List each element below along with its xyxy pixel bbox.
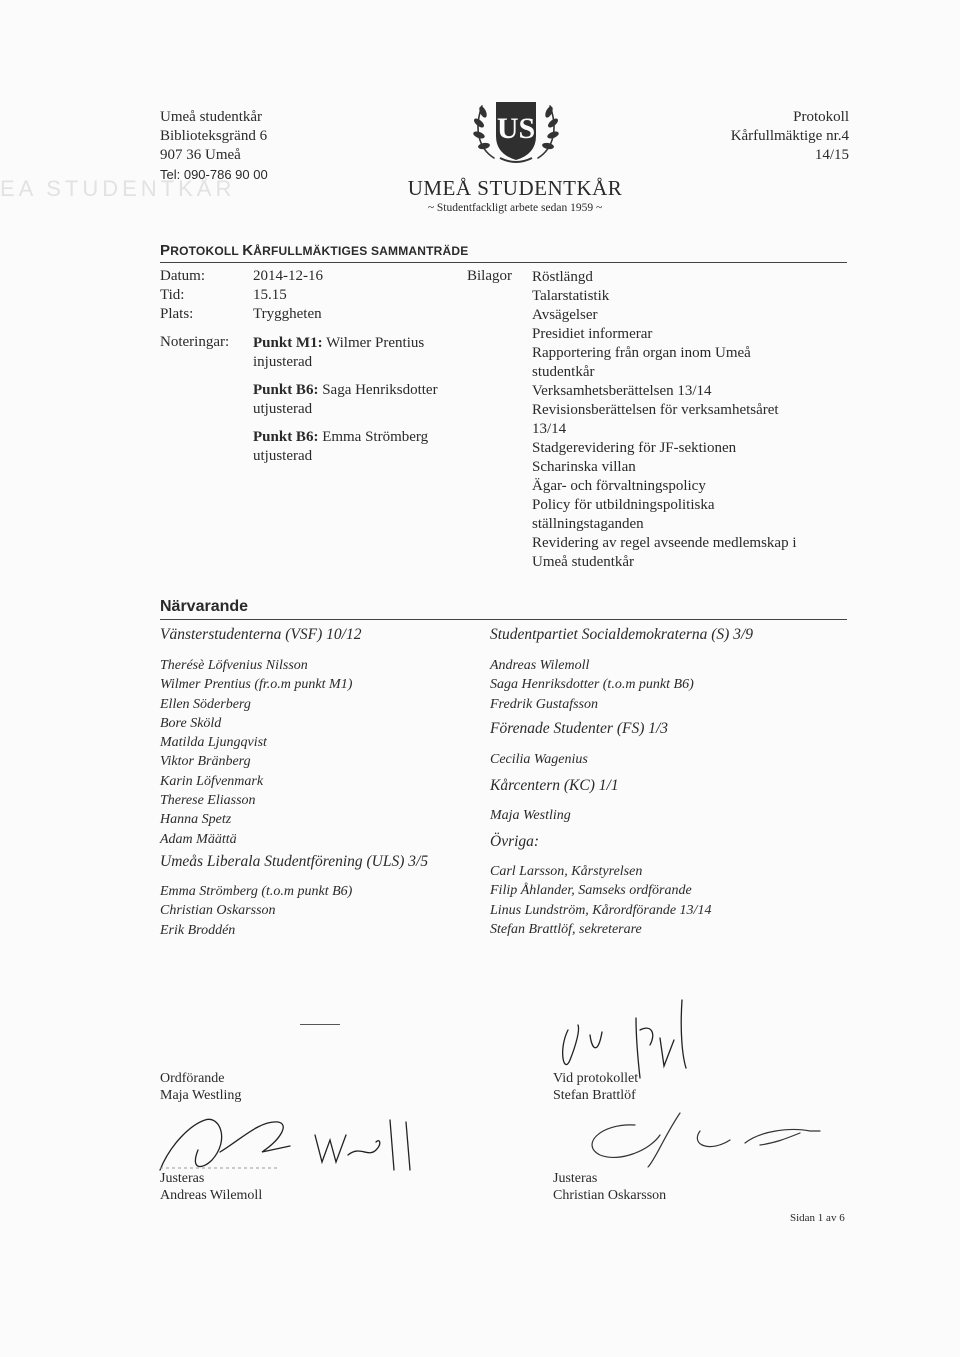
- address-line: Umeå studentkår: [160, 109, 263, 125]
- member: Carl Larsson, Kårstyrelsen: [490, 864, 643, 879]
- member: Fredrik Gustafsson: [490, 696, 598, 712]
- adjuster1-signature: [160, 1170, 262, 1204]
- mark-dash: [300, 1024, 340, 1025]
- member-list: [160, 656, 352, 849]
- party-heading: Kårcentern (KC) 1/1: [490, 777, 619, 794]
- place-value: Tryggheten: [253, 306, 322, 322]
- attachment-item: Revisionsberättelsen för verksamhetsåret 13/14: [532, 402, 779, 437]
- member: Linus Lundström, Kårordförande 13/14: [490, 902, 712, 918]
- secretary-name: Stefan Brattlöf: [553, 1088, 636, 1103]
- member: Therese Eliasson: [160, 793, 256, 809]
- document-type: Protokoll: [793, 109, 849, 125]
- attachment-item: Stadgerevidering för JF-sektionen: [532, 440, 737, 456]
- member: Hanna Spetz: [160, 812, 232, 828]
- attendance-title: Närvarande: [160, 598, 249, 615]
- attachment-item: Verksamhetsberättelsen 13/14: [532, 383, 712, 399]
- member-list: [490, 656, 694, 714]
- member: Stefan Brattlöf, sekreterare: [490, 921, 642, 937]
- adjuster-name: Christian Oskarsson: [553, 1188, 667, 1203]
- divider: [160, 262, 847, 263]
- address-line: 907 36 Umeå: [160, 147, 241, 163]
- note-text: Emma Strömberg: [322, 429, 429, 445]
- member: Adam Määttä: [160, 831, 237, 847]
- faded-background-text: EA STUDENTKÅR: [0, 176, 236, 201]
- adjuster-name: Andreas Wilemoll: [160, 1188, 263, 1203]
- date-value: 2014-12-16: [253, 268, 323, 284]
- note-point: Punkt B6:: [253, 382, 319, 398]
- attachment-item: Ägar- och förvaltningspolicy: [532, 478, 706, 494]
- note-item: [253, 381, 438, 419]
- member: Bore Sköld: [160, 715, 222, 731]
- attachment-item: Rapportering från organ inom Umeå studentkår: [532, 345, 751, 380]
- org-address: [160, 108, 268, 184]
- member: Karin Löfvenmark: [160, 773, 264, 789]
- umea-studentkar-logo: [456, 96, 576, 166]
- adjuster-label: Justeras: [160, 1171, 205, 1186]
- note-status: injusterad: [253, 354, 313, 370]
- time-label: Tid:: [160, 287, 185, 303]
- attachment-item: Revidering av regel avseende medlemskap i Umeå studentkår: [532, 535, 797, 570]
- member: Emma Strömberg (t.o.m punkt B6): [160, 884, 353, 899]
- page-title: [160, 242, 468, 259]
- attachments-list: [532, 268, 832, 572]
- party-heading: Studentpartiet Socialdemokraterna (S) 3/9: [490, 626, 754, 643]
- page-number: Sidan 1 av 6: [790, 1212, 845, 1224]
- member: Ellen Söderberg: [160, 696, 251, 712]
- address-line: Biblioteksgränd 6: [160, 128, 268, 144]
- member: Christian Oskarsson: [160, 903, 276, 919]
- title-initial: P: [160, 242, 171, 259]
- svg-text:US: US: [496, 112, 536, 145]
- party-heading: Vänsterstudenterna (VSF) 10/12: [160, 626, 362, 643]
- attachment-item: Scharinska villan: [532, 459, 636, 475]
- member: Viktor Bränberg: [160, 754, 251, 770]
- org-name: UMEÅ STUDENTKÅR: [407, 176, 623, 200]
- note-item: [253, 428, 428, 466]
- member: Andreas Wilemoll: [490, 658, 590, 673]
- chair-label: Ordförande: [160, 1071, 225, 1086]
- note-point: Punkt M1:: [253, 335, 323, 351]
- member: Cecilia Wagenius: [490, 752, 588, 767]
- party-heading: Förenade Studenter (FS) 1/3: [490, 720, 669, 737]
- attachment-item: Avsägelser: [532, 307, 598, 323]
- member: Erik Broddén: [160, 922, 236, 938]
- note-status: utjusterad: [253, 401, 313, 417]
- adjuster-label: Justeras: [553, 1171, 598, 1186]
- secretary-signature: [553, 1070, 638, 1104]
- divider: [160, 619, 847, 620]
- secretary-label: Vid protokollet: [553, 1071, 639, 1086]
- member: Maja Westling: [490, 808, 571, 823]
- note-status: utjusterad: [253, 448, 313, 464]
- title-initial: K: [242, 242, 254, 259]
- attachment-item: Policy för utbildningspolitiska ställningstaganden: [532, 497, 715, 532]
- member: Wilmer Prentius (fr.o.m punkt M1): [160, 677, 353, 693]
- org-motto: ~ Studentfackligt arbete sedan 1959 ~: [427, 202, 603, 214]
- member-list: [160, 882, 352, 940]
- member: Matilda Ljungqvist: [160, 735, 267, 751]
- note-point: Punkt B6:: [253, 429, 319, 445]
- signature-andreas-wilemoll: [150, 1100, 440, 1180]
- note-text: Wilmer Prentius: [326, 335, 425, 351]
- note-text: Saga Henriksdotter: [322, 382, 438, 398]
- attachment-item: Talarstatistik: [532, 288, 610, 304]
- title-part: ROTOKOLL: [170, 244, 243, 258]
- party-heading: Övriga:: [490, 833, 540, 850]
- signature-christian-oskarsson: [560, 1105, 830, 1175]
- party-heading: Umeås Liberala Studentförening (ULS) 3/5: [160, 853, 429, 870]
- operating-year: 14/15: [814, 147, 849, 163]
- attachments-label: Bilagor: [467, 268, 512, 284]
- chair-name: Maja Westling: [160, 1088, 242, 1103]
- attachment-item: Presidiet informerar: [532, 326, 653, 342]
- address-phone: Tel: 090-786 90 00: [160, 167, 268, 182]
- title-part: ÅRFULLMÄKTIGES SAMMANTRÄDE: [253, 244, 469, 258]
- adjuster2-signature: [553, 1170, 666, 1204]
- chair-signature: [160, 1070, 241, 1104]
- meeting-number: Kårfullmäktige nr.4: [730, 128, 849, 144]
- member-list: [490, 862, 711, 939]
- time-value: 15.15: [253, 287, 287, 303]
- member: Therésè Löfvenius Nilsson: [160, 658, 308, 673]
- document-info: [731, 108, 849, 165]
- place-label: Plats:: [160, 306, 194, 322]
- date-label: Datum:: [160, 268, 205, 284]
- member: Saga Henriksdotter (t.o.m punkt B6): [490, 677, 694, 693]
- attachment-item: Röstlängd: [532, 269, 593, 285]
- note-item: [253, 334, 424, 372]
- notes-label: Noteringar:: [160, 334, 230, 350]
- member: Filip Åhlander, Samseks ordförande: [490, 883, 692, 899]
